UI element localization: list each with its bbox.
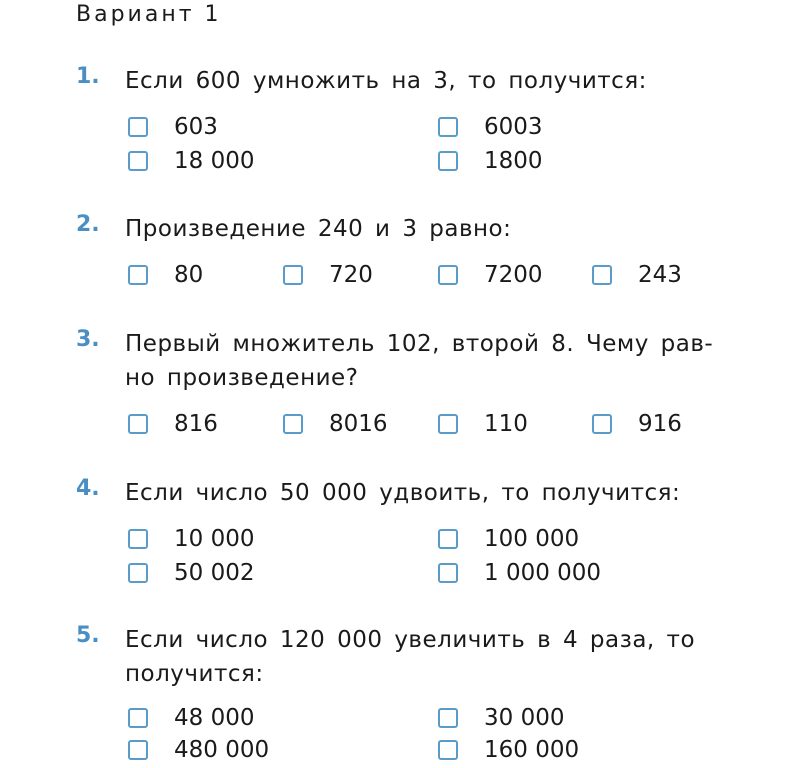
answer-option-label: 100 000 xyxy=(484,526,580,552)
answer-option-label: 30 000 xyxy=(484,705,565,731)
answer-option-label: 603 xyxy=(174,114,218,140)
answer-option[interactable] xyxy=(128,112,218,142)
answer-option-label: 916 xyxy=(638,411,682,437)
answer-option[interactable] xyxy=(438,524,579,554)
checkbox[interactable] xyxy=(128,740,148,760)
answer-option-label: 480 000 xyxy=(174,737,270,763)
checkbox[interactable] xyxy=(592,414,612,434)
answer-option[interactable] xyxy=(438,558,601,588)
question-text xyxy=(125,623,725,691)
answer-option-label: 48 000 xyxy=(174,705,255,731)
answer-option[interactable] xyxy=(592,409,682,439)
answer-option[interactable] xyxy=(438,112,543,142)
answer-option[interactable] xyxy=(438,703,564,733)
checkbox[interactable] xyxy=(438,414,458,434)
question-text-line: Если 600 умножить на 3, то получится: xyxy=(125,68,647,94)
question-number: 3. xyxy=(76,327,100,352)
answer-option-label: 110 xyxy=(484,411,528,437)
answer-option-label: 7200 xyxy=(484,262,543,288)
question-text-line: Если число 50 000 удвоить, то получится: xyxy=(125,480,681,506)
checkbox[interactable] xyxy=(283,265,303,285)
question-number: 5. xyxy=(76,623,100,648)
question-number: 4. xyxy=(76,476,100,501)
question-number: 1. xyxy=(76,64,100,89)
question-text-line: Если число 120 000 увеличить в 4 раза, то xyxy=(125,627,696,653)
checkbox[interactable] xyxy=(438,708,458,728)
checkbox[interactable] xyxy=(128,151,148,171)
checkbox[interactable] xyxy=(128,117,148,137)
answer-option-label: 10 000 xyxy=(174,526,255,552)
checkbox[interactable] xyxy=(438,151,458,171)
question-text xyxy=(125,327,725,395)
checkbox[interactable] xyxy=(438,740,458,760)
question-text-line: получится: xyxy=(125,661,264,687)
answer-option-label: 50 002 xyxy=(174,560,255,586)
answer-option[interactable] xyxy=(128,558,254,588)
answer-option[interactable] xyxy=(438,260,543,290)
answer-option[interactable] xyxy=(128,735,269,765)
answer-option[interactable] xyxy=(438,146,543,176)
checkbox[interactable] xyxy=(438,265,458,285)
checkbox[interactable] xyxy=(128,414,148,434)
checkbox[interactable] xyxy=(283,414,303,434)
answer-option-label: 720 xyxy=(329,262,373,288)
answer-option-label: 160 000 xyxy=(484,737,580,763)
question-number: 2. xyxy=(76,212,100,237)
checkbox[interactable] xyxy=(592,265,612,285)
answer-option[interactable] xyxy=(128,146,254,176)
question-text xyxy=(125,64,725,98)
question-text-line: Первый множитель 102, второй 8. Чему рав- xyxy=(125,331,714,357)
answer-option[interactable] xyxy=(592,260,682,290)
variant-title: Вариант 1 xyxy=(76,2,222,27)
answer-option[interactable] xyxy=(128,260,203,290)
answer-option-label: 243 xyxy=(638,262,682,288)
answer-option[interactable] xyxy=(283,260,373,290)
checkbox[interactable] xyxy=(438,117,458,137)
checkbox[interactable] xyxy=(438,563,458,583)
answer-option-label: 6003 xyxy=(484,114,543,140)
checkbox[interactable] xyxy=(128,563,148,583)
question-text xyxy=(125,212,725,246)
answer-option[interactable] xyxy=(128,703,254,733)
answer-option[interactable] xyxy=(283,409,388,439)
answer-option-label: 80 xyxy=(174,262,204,288)
answer-option-label: 1800 xyxy=(484,148,543,174)
question-text-line: Произведение 240 и 3 равно: xyxy=(125,216,512,242)
checkbox[interactable] xyxy=(438,529,458,549)
checkbox[interactable] xyxy=(128,265,148,285)
answer-option-label: 18 000 xyxy=(174,148,255,174)
answer-option[interactable] xyxy=(128,524,254,554)
checkbox[interactable] xyxy=(128,708,148,728)
answer-option-label: 816 xyxy=(174,411,218,437)
answer-option[interactable] xyxy=(128,409,218,439)
answer-option-label: 1 000 000 xyxy=(484,560,602,586)
checkbox[interactable] xyxy=(128,529,148,549)
answer-option-label: 8016 xyxy=(329,411,388,437)
question-text xyxy=(125,476,725,510)
question-text-line: но произведение? xyxy=(125,365,359,391)
answer-option[interactable] xyxy=(438,735,579,765)
answer-option[interactable] xyxy=(438,409,528,439)
